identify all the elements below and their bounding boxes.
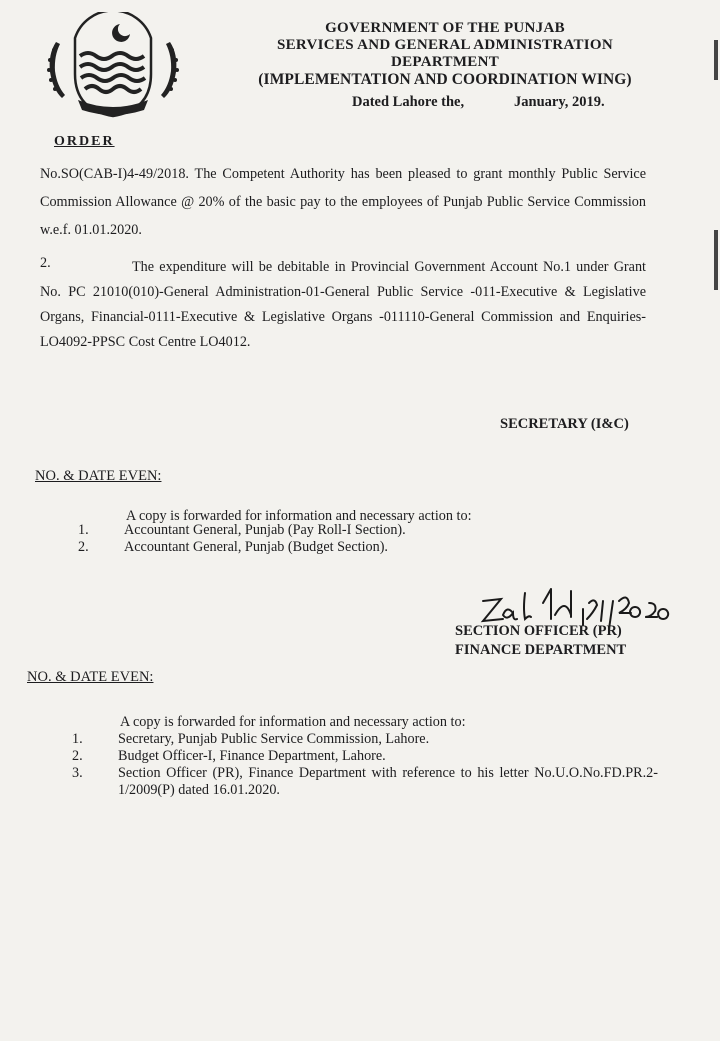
order-paragraph-2-number: 2. — [40, 255, 51, 271]
list-item-text: Budget Officer-I, Finance Department, Lahore. — [118, 748, 386, 764]
finance-department-title: FINANCE DEPARTMENT — [455, 642, 627, 658]
list-item-text: Section Officer (PR), Finance Department with reference to his letter No.U.O.No.FD.PR.2-1/2009(P) dated 16.01.2020. — [118, 765, 658, 798]
copy2-list — [72, 731, 662, 799]
list-item — [72, 748, 662, 765]
copy1-intro: A copy is forwarded for information and necessary action to: — [126, 508, 472, 524]
header-wing: (IMPLEMENTATION AND COORDINATION WING) — [258, 71, 632, 88]
list-item — [72, 765, 662, 799]
section-officer-block — [455, 622, 626, 660]
header-department: SERVICES AND GENERAL ADMINISTRATION — [276, 37, 614, 53]
order-paragraph-2: The expenditure will be debitable in Provincial Government Account No.1 under Grant No. PC 21010(010)-General Administration-01-General Public Service -011-Executive & Legislative Organs, Financial-0111-Executive & Legislative Organs -011110-General Commission and Enquiries-LO4092-PPSC Cost Centre LO4012. — [40, 259, 646, 350]
header-department-cont: DEPARTMENT — [390, 54, 500, 70]
dated-label: Dated Lahore the, — [352, 94, 465, 110]
order-paragraph-1: No.SO(CAB-I)4-49/2018. The Competent Authority has been pleased to grant monthly Public Service Commission Allowance @ 20% of the basic pay to the employees of Punjab Public Service Commission w.e.f. 01.01.2020. — [40, 166, 646, 238]
list-item-number: 2. — [72, 748, 83, 764]
header-government: GOVERNMENT OF THE PUNJAB — [325, 20, 565, 36]
copy1-heading: NO. & DATE EVEN: — [35, 468, 162, 484]
section-officer-title: SECTION OFFICER (PR) — [455, 623, 622, 639]
order-title: ORDER — [54, 134, 115, 149]
secretary-signatory: SECRETARY (I&C) — [500, 416, 629, 432]
list-item — [72, 731, 662, 748]
list-item — [78, 522, 406, 539]
copy2-heading: NO. & DATE EVEN: — [27, 669, 154, 685]
copy1-list — [78, 522, 406, 556]
scan-edge-mark — [714, 40, 718, 80]
scan-edge-mark — [714, 230, 718, 290]
list-item — [78, 539, 406, 556]
list-item-number: 1. — [72, 731, 83, 747]
list-item-number: 3. — [72, 765, 83, 781]
document-header — [210, 20, 680, 88]
list-item-text: Accountant General, Punjab (Budget Section). — [124, 539, 388, 555]
list-item-number: 1. — [78, 522, 89, 538]
copy2-intro: A copy is forwarded for information and necessary action to: — [120, 714, 466, 730]
punjab-emblem-logo — [38, 12, 188, 132]
list-item-text: Accountant General, Punjab (Pay Roll-I Section). — [124, 522, 406, 538]
dated-value: January, 2019. — [514, 94, 605, 110]
list-item-number: 2. — [78, 539, 89, 555]
list-item-text: Secretary, Punjab Public Service Commission, Lahore. — [118, 731, 430, 747]
